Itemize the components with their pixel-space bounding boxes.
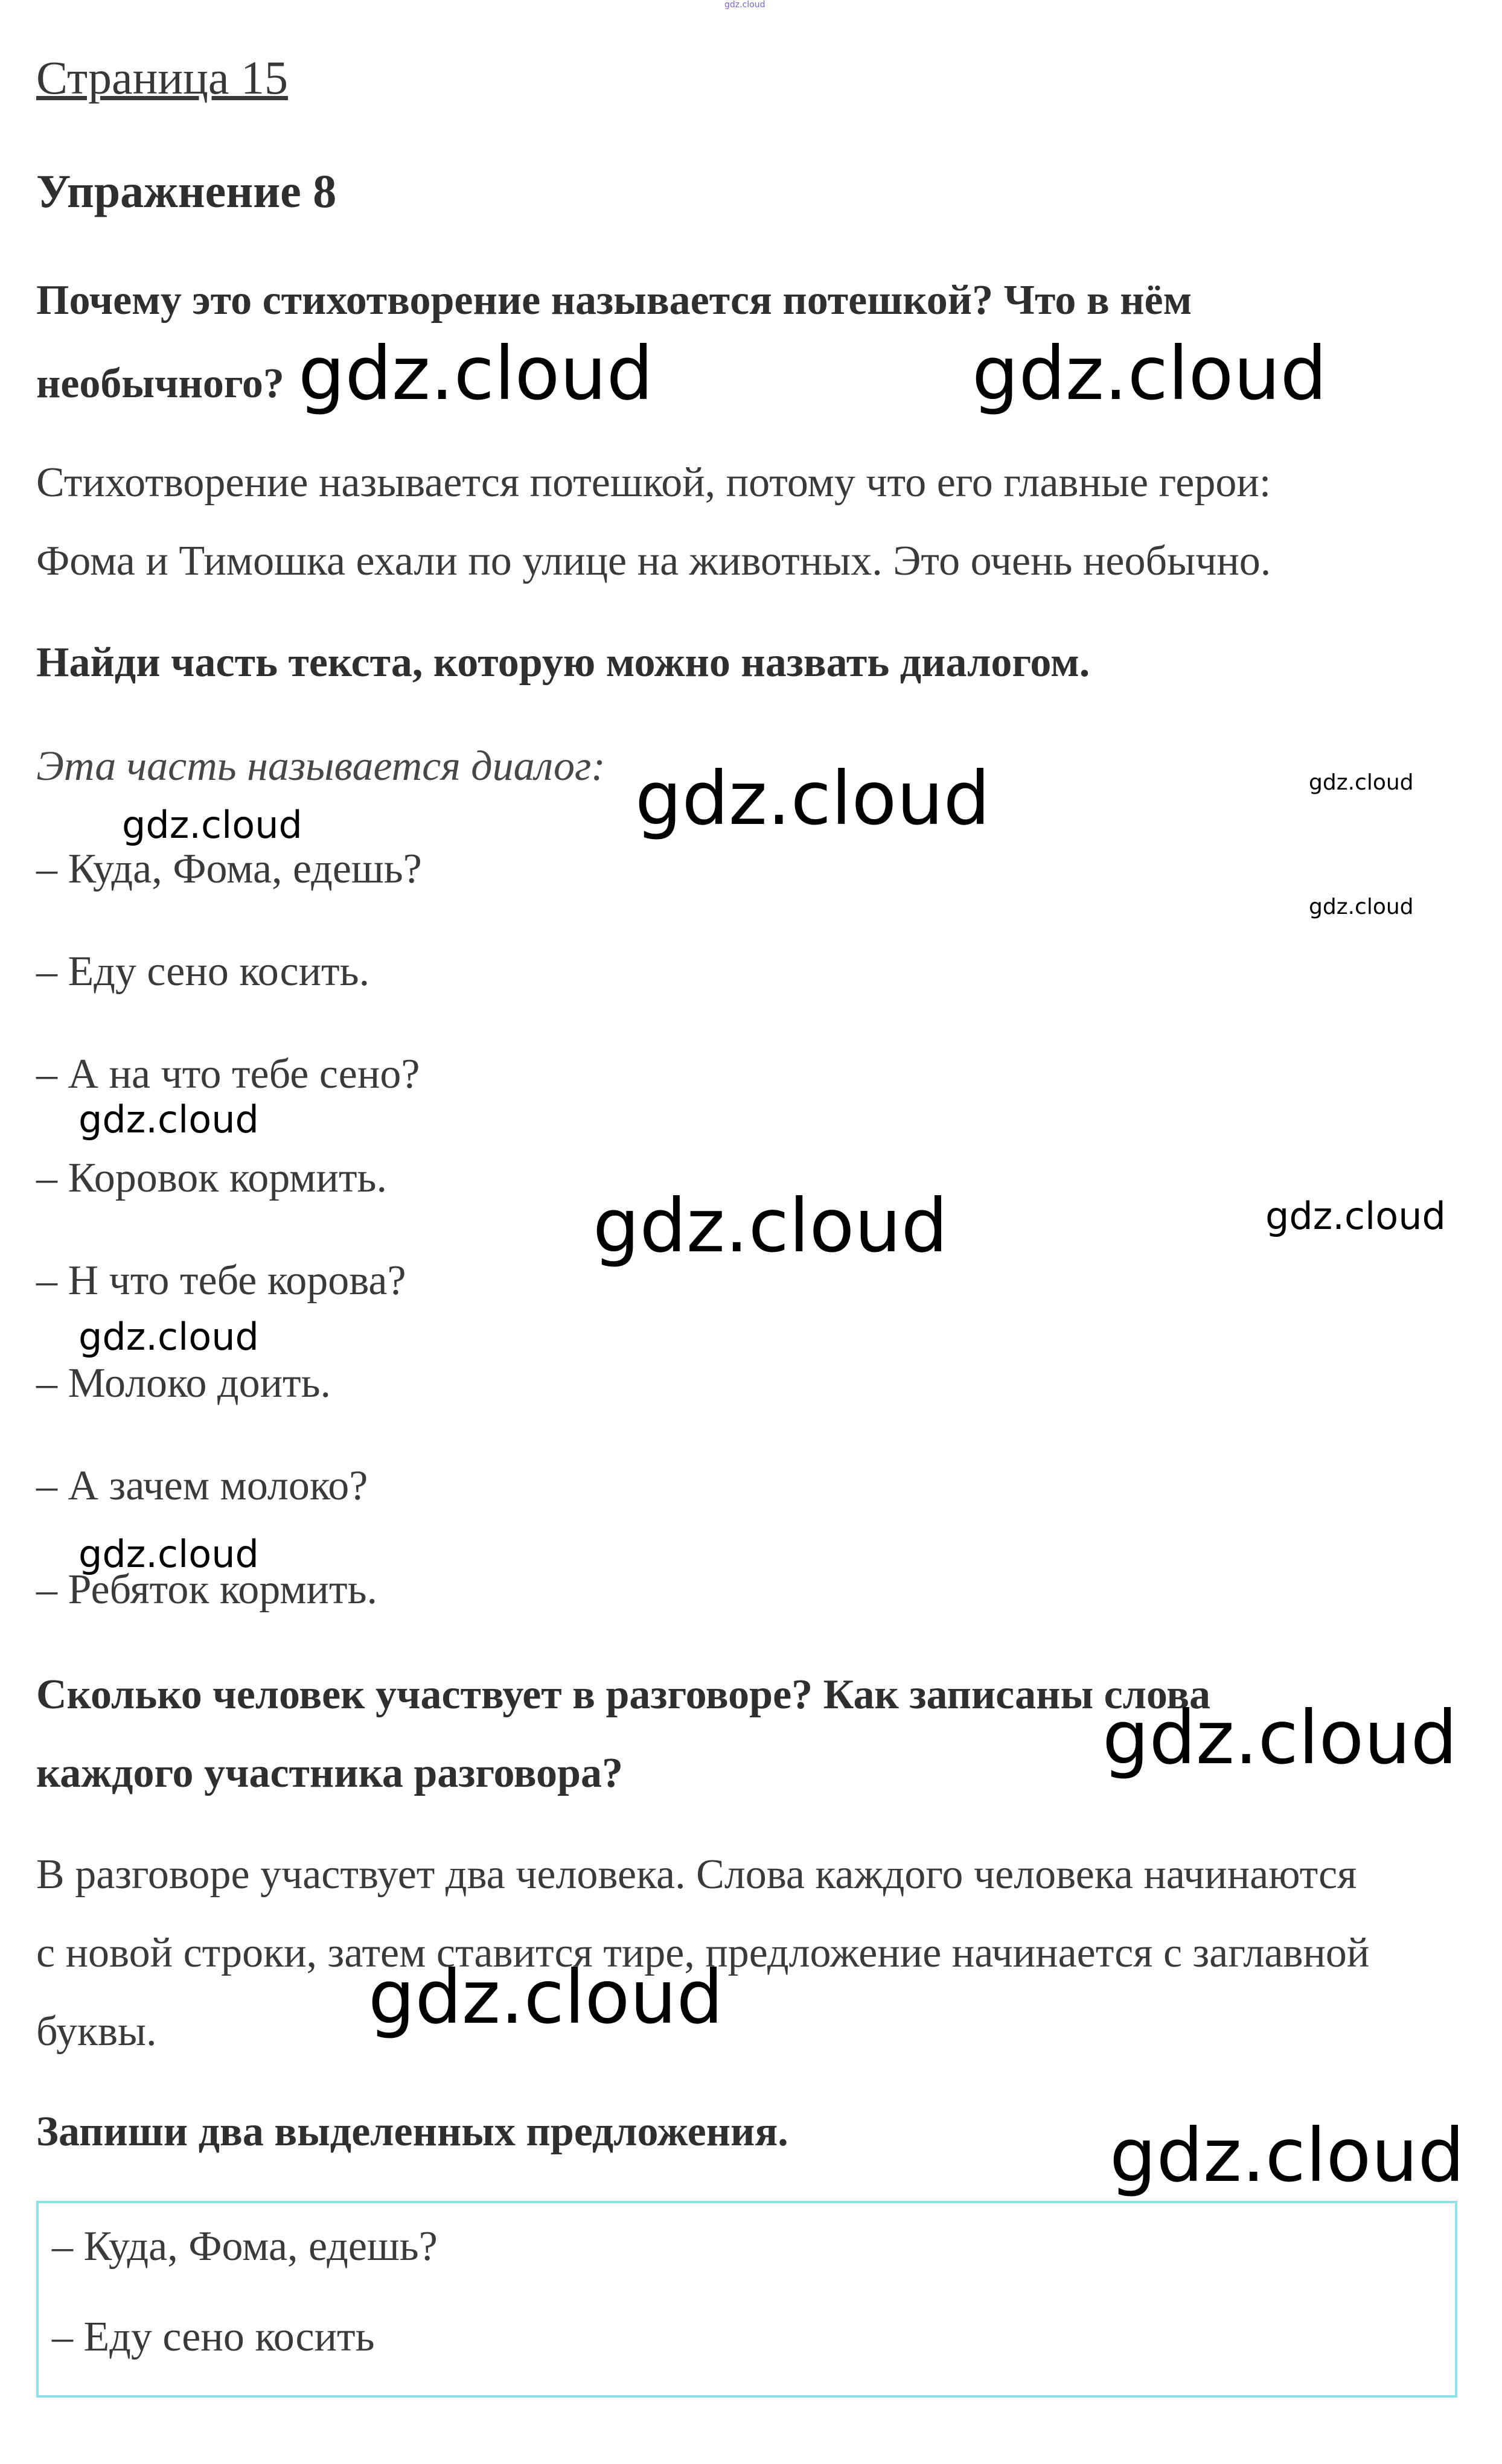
question-2: Найди часть текста, которую можно назвать диалогом. (36, 639, 1090, 686)
watermark: gdz.cloud (972, 331, 1328, 417)
dialog-line: – Еду сено косить. (36, 948, 370, 995)
answer-3-line-1: В разговоре участвует два человека. Слова каждого человека начинаются (36, 1851, 1357, 1898)
watermark: gdz.cloud (78, 1097, 259, 1141)
watermark-top: gdz.cloud (724, 0, 765, 10)
question-1-line-1: Почему это стихотворение называется потешкой? Что в нём (36, 277, 1192, 324)
dialog-line: – А зачем молоко? (36, 1463, 368, 1509)
dialog-line: – Молоко доить. (36, 1360, 331, 1406)
dialog-line: – Ребяток кормить. (36, 1566, 377, 1613)
exercise-title: Упражнение 8 (36, 165, 337, 217)
dialog-line: – А на что тебе сено? (36, 1051, 420, 1097)
dialog-intro: Эта часть называется диалог: (36, 743, 606, 790)
dialog-line: – Куда, Фома, едешь? (36, 846, 422, 892)
watermark: gdz.cloud (1265, 1194, 1446, 1238)
watermark: gdz.cloud (1102, 1695, 1458, 1781)
question-3-line-2: каждого участника разговора? (36, 1750, 623, 1796)
watermark: gdz.cloud (635, 756, 991, 841)
question-3-line-1: Сколько человек участвует в разговоре? Как записаны слова (36, 1671, 1210, 1718)
answer-box-line: – Еду сено косить (52, 2314, 375, 2360)
watermark: gdz.cloud (122, 803, 302, 847)
page-link[interactable]: Страница 15 (36, 51, 289, 104)
watermark: gdz.cloud (78, 1532, 259, 1576)
dialog-line: – Н что тебе корова? (36, 1257, 406, 1304)
watermark: gdz.cloud (1110, 2113, 1465, 2198)
answer-3-line-3: буквы. (36, 2008, 157, 2055)
watermark: gdz.cloud (368, 1955, 724, 2040)
watermark: gdz.cloud (1309, 895, 1414, 919)
question-1-line-2: необычного? (36, 360, 284, 407)
answer-box-line: – Куда, Фома, едешь? (52, 2223, 438, 2270)
dialog-line: – Коровок кормить. (36, 1155, 387, 1201)
watermark: gdz.cloud (78, 1315, 259, 1359)
watermark: gdz.cloud (1309, 770, 1414, 795)
answer-3-line-2: с новой строки, затем ставится тире, предложение начинается с заглавной (36, 1930, 1370, 1976)
answer-1-line-2: Фома и Тимошка ехали по улице на животных. Это очень необычно. (36, 538, 1271, 584)
answer-1-line-1: Стихотворение называется потешкой, потому что его главные герои: (36, 459, 1271, 506)
question-4: Запиши два выделенных предложения. (36, 2108, 788, 2155)
watermark: gdz.cloud (298, 331, 654, 417)
watermark: gdz.cloud (593, 1183, 948, 1269)
